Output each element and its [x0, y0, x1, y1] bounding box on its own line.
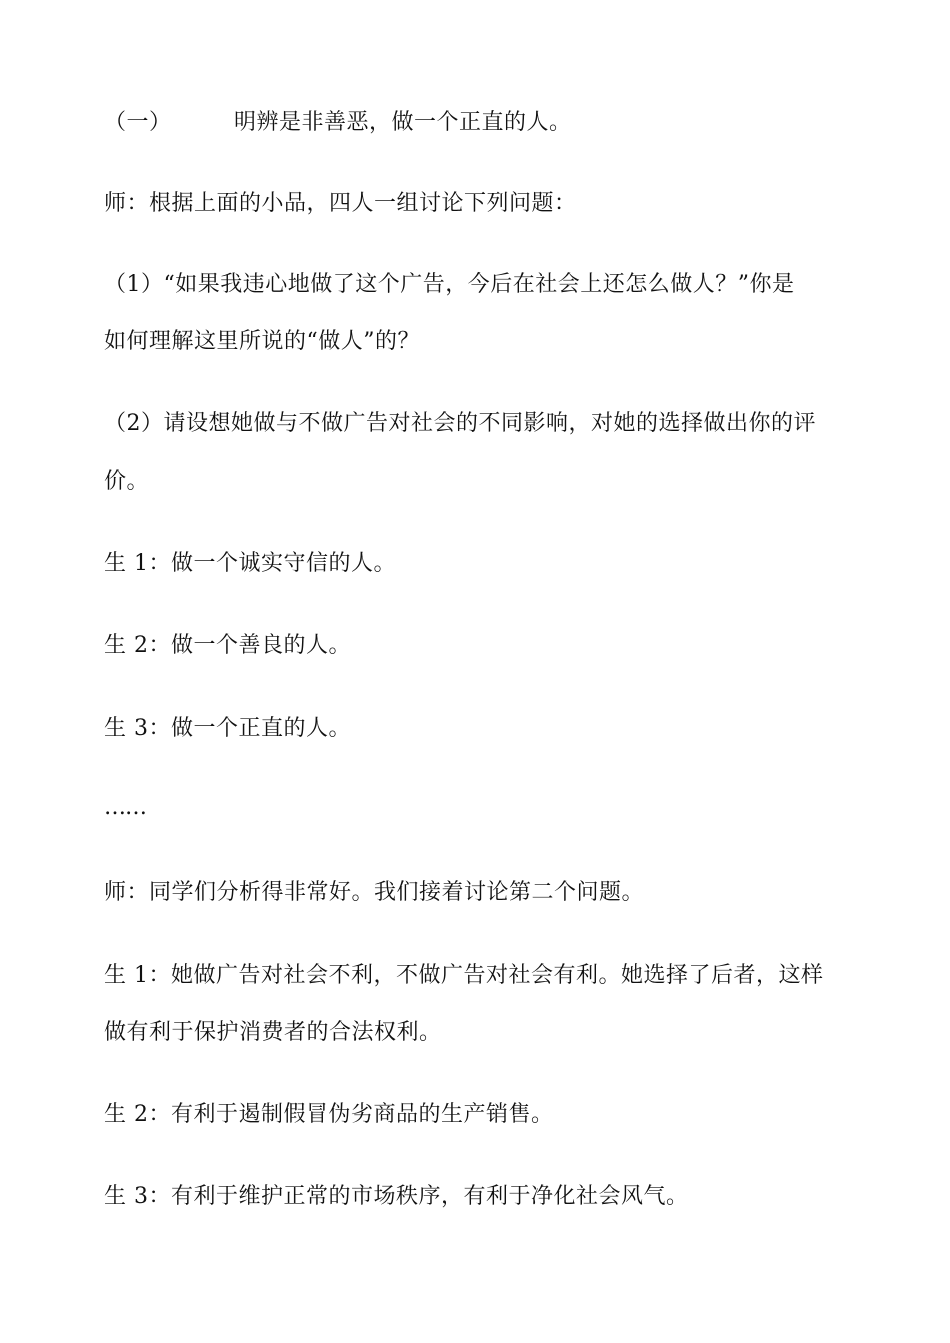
section-number: （一）: [104, 110, 172, 135]
question-1-line-1: （1）“如果我违心地做了这个广告，今后在社会上还怎么做人？”你是: [104, 272, 795, 297]
student-3-reply: 生 3：有利于维护正常的市场秩序，有利于净化社会风气。: [104, 1184, 689, 1209]
student-2-answer: 生 2：做一个善良的人。: [104, 633, 351, 658]
teacher-comment: 师：同学们分析得非常好。我们接着讨论第二个问题。: [104, 880, 645, 905]
ellipsis: ……: [104, 795, 146, 820]
question-1-line-2: 如何理解这里所说的“做人”的？: [104, 329, 420, 354]
section-title: 明辨是非善恶，做一个正直的人。: [234, 110, 572, 135]
question-2-line-2: 价。: [104, 469, 150, 494]
teacher-prompt: 师：根据上面的小品，四人一组讨论下列问题：: [104, 191, 577, 216]
section-heading: [104, 108, 572, 138]
student-1-reply-line-1: 生 1：她做广告对社会不利，不做广告对社会有利。她选择了后者，这样: [104, 963, 824, 988]
question-2-line-1: （2）请设想她做与不做广告对社会的不同影响，对她的选择做出你的评: [104, 411, 816, 436]
student-1-reply-line-2: 做有利于保护消费者的合法权利。: [104, 1020, 442, 1045]
student-2-reply: 生 2：有利于遏制假冒伪劣商品的生产销售。: [104, 1102, 554, 1127]
student-1-answer: 生 1：做一个诚实守信的人。: [104, 551, 396, 576]
student-3-answer: 生 3：做一个正直的人。: [104, 716, 351, 741]
